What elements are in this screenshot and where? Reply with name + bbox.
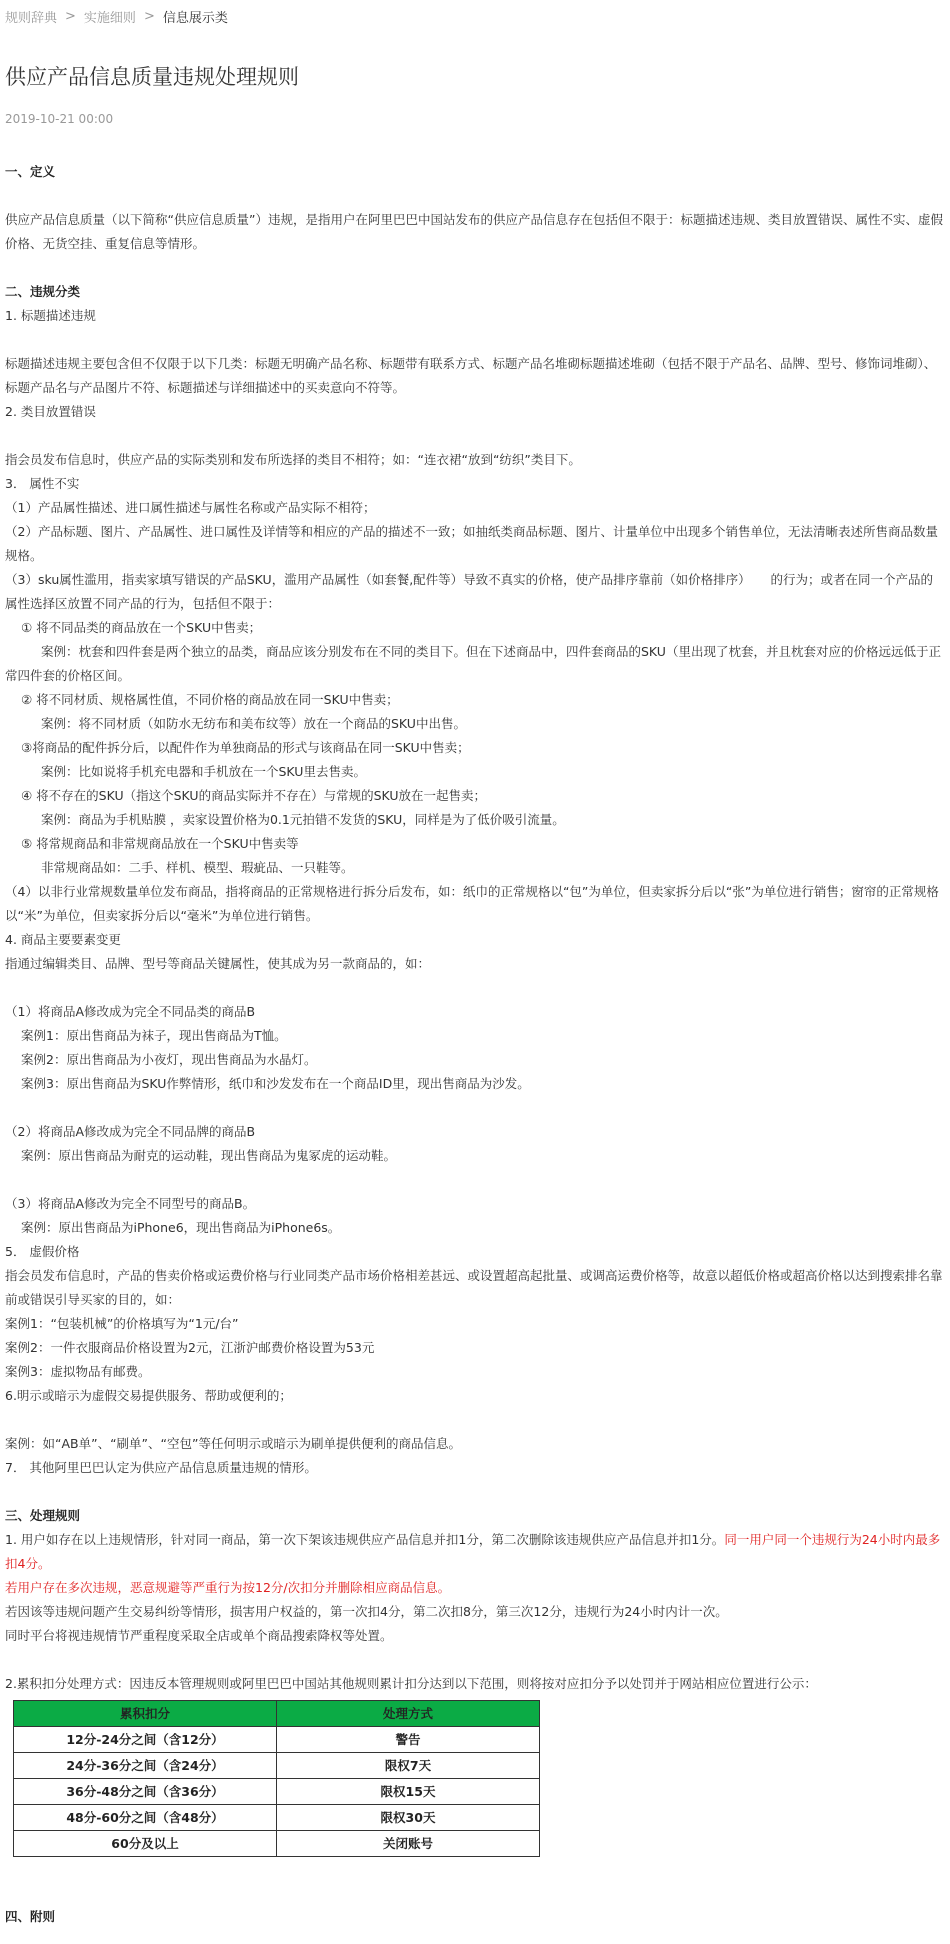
- paragraph: [5, 1528, 945, 1576]
- table-cell: 60分及以上: [14, 1831, 277, 1857]
- example-text: 案例：原出售商品为iPhone6，现出售商品为iPhone6s。: [21, 1220, 341, 1235]
- list-item: （1）产品属性描述、进口属性描述与属性名称或产品实际不相符；: [5, 500, 376, 515]
- table-cell: 48分-60分之间（含48分）: [14, 1805, 277, 1831]
- table-row: [14, 1727, 540, 1753]
- paragraph: 2.累积扣分处理方式：因违反本管理规则或阿里巴巴中国站其他规则累计扣分达到以下范围，则将按对应扣分予以处罚并于网站相应位置进行公示：: [5, 1676, 817, 1691]
- paragraph: 指会员发布信息时，供应产品的实际类别和发布所选择的类目不相符；如：“连衣裙“放到“纺织”类目下。: [5, 452, 581, 467]
- table-cell: 限权7天: [277, 1753, 540, 1779]
- table-row: [14, 1831, 540, 1857]
- rule-highlight: 若用户存在多次违规，恶意规避等严重行为按12分/次扣分并删除相应商品信息。: [5, 1580, 451, 1595]
- breadcrumb-item-rules-dictionary[interactable]: 规则辞典: [5, 10, 58, 26]
- table-header-row: [14, 1701, 540, 1727]
- column-header-points: 累积扣分: [14, 1701, 277, 1727]
- subheading: 2. 类目放置错误: [5, 404, 96, 419]
- subheading: 1. 标题描述违规: [5, 308, 96, 323]
- subheading: 3． 属性不实: [5, 476, 80, 491]
- example-text: 案例：如“AB单”、“刷单”、“空包”等任何明示或暗示为刷单提供便利的商品信息。: [5, 1436, 461, 1451]
- subheading: 4. 商品主要要素变更: [5, 932, 121, 947]
- page-title: 供应产品信息质量违规处理规则: [5, 65, 299, 89]
- table-row: [14, 1805, 540, 1831]
- list-item: ⑤ 将常规商品和非常规商品放在一个SKU中售卖等: [21, 836, 299, 851]
- list-item: ② 将不同材质、规格属性值，不同价格的商品放在同一SKU中售卖；: [21, 692, 399, 707]
- list-item: （4）以非行业常规数量单位发布商品，指将商品的正常规格进行拆分后发布，如：纸巾的正常规格以“包”为单位，但卖家拆分后以“张”为单位进行销售；窗帘的正常规格以“米”为单位，但卖家拆分后以“毫米”为单位进行销售。: [5, 884, 939, 923]
- breadcrumb-item-implementation[interactable]: 实施细则: [83, 10, 136, 26]
- section-heading: 三、处理规则: [5, 1508, 81, 1523]
- example-text: 非常规商品如：二手、样机、模型、瑕疵品、一只鞋等。: [41, 860, 354, 875]
- list-item: （2）产品标题、图片、产品属性、进口属性及详情等和相应的产品的描述不一致；如抽纸类商品标题、图片、计量单位中出现多个销售单位，无法清晰表述所售商品数量规格。: [5, 524, 938, 563]
- table-cell: 限权30天: [277, 1805, 540, 1831]
- table-cell: 警告: [277, 1727, 540, 1753]
- paragraph: 同时平台将视违规情节严重程度采取全店或单个商品搜索降权等处置。: [5, 1628, 393, 1643]
- section-heading: 一、定义: [5, 164, 56, 179]
- example-text: 案例3：原出售商品为SKU作弊情形，纸巾和沙发发布在一个商品ID里，现出售商品为沙发。: [21, 1076, 530, 1091]
- list-item: ④ 将不存在的SKU（指这个SKU的商品实际并不存在）与常规的SKU放在一起售卖；: [21, 788, 487, 803]
- example-text: 案例：商品为手机贴膜 ，卖家设置价格为0.1元拍错不发货的SKU，同样是为了低价吸引流量。: [41, 812, 565, 827]
- paragraph: 指会员发布信息时，产品的售卖价格或运费价格与行业同类产品市场价格相差甚远、或设置超高起批量、或调高运费价格等，故意以超低价格或超高价格以达到搜索排名靠前或错误引导买家的目的，如：: [5, 1268, 943, 1307]
- table-cell: 关闭账号: [277, 1831, 540, 1857]
- table-row: [14, 1779, 540, 1805]
- list-item: ③将商品的配件拆分后，以配件作为单独商品的形式与该商品在同一SKU中售卖；: [21, 740, 470, 755]
- publish-date: 2019-10-21 00:00: [5, 112, 114, 126]
- list-item: （1）将商品A修改成为完全不同品类的商品B: [5, 1004, 256, 1019]
- list-item: （3）sku属性滥用，指卖家填写错误的产品SKU，滥用产品属性（如套餐,配件等）导致不真实的价格，使产品排序靠前（如价格排序） 的行为；或者在同一个产品的属性选择区放置不同产品的行为，包括但不限于：: [5, 572, 934, 611]
- example-text: 案例3：虚拟物品有邮费。: [5, 1364, 151, 1379]
- list-item: （2）将商品A修改成为完全不同品牌的商品B: [5, 1124, 256, 1139]
- breadcrumb: [5, 0, 945, 32]
- breadcrumb-separator: >: [65, 8, 76, 24]
- example-text: 案例2：一件衣服商品价格设置为2元，江浙沪邮费价格设置为53元: [5, 1340, 375, 1355]
- list-item: （3）将商品A修改为完全不同型号的商品B。: [5, 1196, 256, 1211]
- rule-text: 1. 用户如存在以上违规情形，针对同一商品，第一次下架该违规供应产品信息并扣1分，第二次删除该违规供应产品信息并扣1分。: [5, 1532, 725, 1547]
- table-row: [14, 1753, 540, 1779]
- paragraph: 标题描述违规主要包含但不仅限于以下几类：标题无明确产品名称、标题带有联系方式、标题产品名堆砌标题描述堆砌（包括不限于产品名、品牌、型号、修饰词堆砌）、标题产品名与产品图片不符、标题描述与详细描述中的买卖意向不符等。: [5, 356, 937, 395]
- example-text: 案例：比如说将手机充电器和手机放在一个SKU里去售卖。: [41, 764, 366, 779]
- subheading: 6.明示或暗示为虚假交易提供服务、帮助或便利的；: [5, 1388, 292, 1403]
- table-cell: 24分-36分之间（含24分）: [14, 1753, 277, 1779]
- table-cell: 12分-24分之间（含12分）: [14, 1727, 277, 1753]
- paragraph: 供应产品信息质量（以下简称“供应信息质量”）违规，是指用户在阿里巴巴中国站发布的供应产品信息存在包括但不限于：标题描述违规、类目放置错误、属性不实、虚假价格、无货空挂、重复信息等情形。: [5, 212, 943, 251]
- example-text: 案例1：“包装机械”的价格填写为“1元/台”: [5, 1316, 239, 1331]
- subheading: 7． 其他阿里巴巴认定为供应产品信息质量违规的情形。: [5, 1460, 317, 1475]
- article-body: [5, 160, 945, 1929]
- table-cell: 36分-48分之间（含36分）: [14, 1779, 277, 1805]
- subheading: 5． 虚假价格: [5, 1244, 80, 1259]
- section-heading: 四、附则: [5, 1909, 56, 1924]
- table-cell: 限权15天: [277, 1779, 540, 1805]
- list-item: ① 将不同品类的商品放在一个SKU中售卖；: [21, 620, 262, 635]
- rule-highlight: 同一用户同一个违规行为24小时内最多扣4分。: [5, 1532, 941, 1571]
- section-heading: 二、违规分类: [5, 284, 81, 299]
- example-text: 案例：将不同材质（如防水无纺布和美布纹等）放在一个商品的SKU中出售。: [41, 716, 466, 731]
- paragraph: 若因该等违规问题产生交易纠纷等情形，损害用户权益的，第一次扣4分，第二次扣8分，第三次12分，违规行为24小时内计一次。: [5, 1604, 728, 1619]
- example-text: 案例1：原出售商品为袜子，现出售商品为T恤。: [21, 1028, 287, 1043]
- column-header-action: 处理方式: [277, 1701, 540, 1727]
- example-text: 案例：枕套和四件套是两个独立的品类，商品应该分别发布在不同的类目下。但在下述商品中，四件套商品的SKU（里出现了枕套，并且枕套对应的价格远远低于正常四件套的价格区间。: [5, 644, 941, 683]
- example-text: 案例：原出售商品为耐克的运动鞋，现出售商品为鬼冢虎的运动鞋。: [21, 1148, 397, 1163]
- penalty-table: [13, 1700, 540, 1857]
- breadcrumb-separator: >: [143, 8, 155, 24]
- breadcrumb-item-current: 信息展示类: [162, 10, 228, 26]
- paragraph: 指通过编辑类目、品牌、型号等商品关键属性，使其成为另一款商品的，如：: [5, 956, 431, 971]
- example-text: 案例2：原出售商品为小夜灯，现出售商品为水晶灯。: [21, 1052, 317, 1067]
